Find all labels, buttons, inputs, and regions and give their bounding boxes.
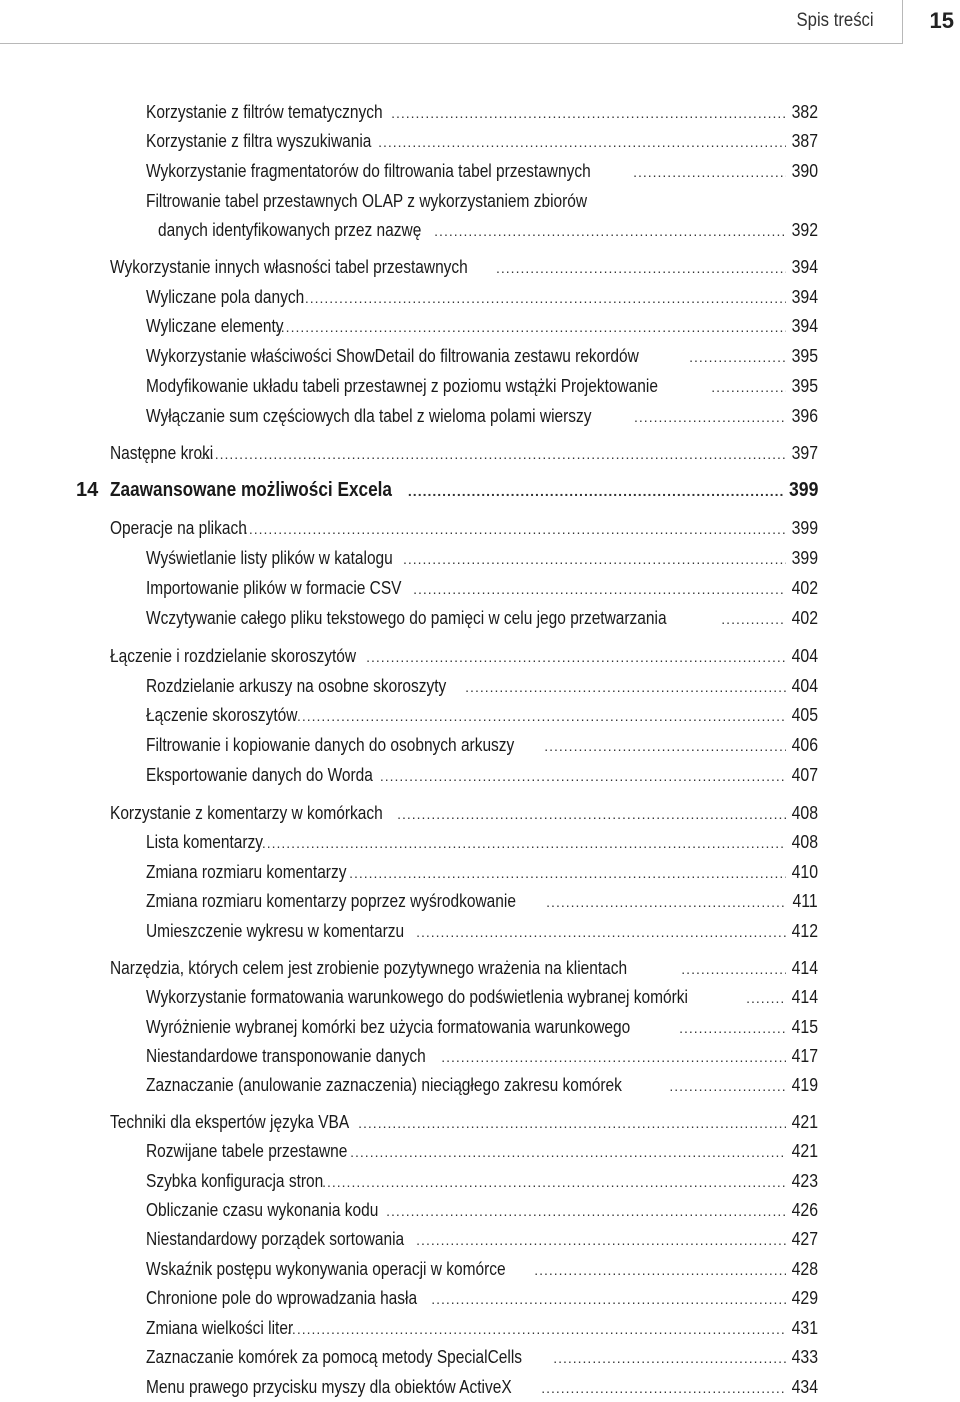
toc-entry-title: Menu prawego przycisku myszy dla obiektów ActiveX xyxy=(146,1377,512,1397)
dot-leader xyxy=(391,102,786,124)
toc-entry-title: Zaznaczanie komórek za pomocą metody SpecialCells xyxy=(146,1347,522,1367)
toc-entry-title: Łączenie i rozdzielanie skoroszytów xyxy=(110,646,357,666)
toc-entry-page: 411 xyxy=(792,891,818,911)
toc-entry[interactable] xyxy=(110,442,818,465)
toc-entry-title: Wyliczane pola danych xyxy=(146,287,305,307)
toc-entry-title: Rozwijane tabele przestawne xyxy=(146,1141,348,1161)
dot-leader xyxy=(496,257,786,279)
toc-entry[interactable] xyxy=(110,517,818,540)
toc-entry-page: 408 xyxy=(791,803,818,823)
toc-entry-page: 419 xyxy=(791,1075,818,1095)
toc-entry[interactable] xyxy=(146,286,818,309)
toc-entry[interactable] xyxy=(146,1317,818,1340)
dot-leader xyxy=(276,316,786,338)
toc-entry-page: 394 xyxy=(791,316,818,336)
dot-leader xyxy=(366,646,786,668)
toc-entry[interactable] xyxy=(146,764,818,787)
dot-leader xyxy=(350,1141,786,1163)
toc-entry-title: Zmiana wielkości liter xyxy=(146,1318,294,1338)
dot-leader xyxy=(721,608,786,630)
toc-entry[interactable] xyxy=(146,1074,818,1097)
toc-entry[interactable] xyxy=(146,577,818,600)
toc-entry-title: Zmiana rozmiaru komentarzy poprzez wyśrodkowanie xyxy=(146,891,516,911)
toc-entry[interactable] xyxy=(146,315,818,338)
dot-leader xyxy=(349,862,786,884)
toc-entry[interactable] xyxy=(146,1228,818,1251)
toc-entry-page: 434 xyxy=(791,1377,818,1397)
toc-entry-title: Umieszczenie wykresu w komentarzu xyxy=(146,921,405,941)
toc-entry[interactable] xyxy=(146,986,818,1009)
toc-entry-title: Chronione pole do wprowadzania hasła xyxy=(146,1288,418,1308)
dot-leader xyxy=(711,376,786,398)
toc-entry-page: 410 xyxy=(791,862,818,882)
dot-leader xyxy=(546,891,787,913)
dot-leader xyxy=(465,676,786,698)
toc-entry-page: 407 xyxy=(791,765,818,785)
toc-entry[interactable] xyxy=(146,405,818,428)
toc-entry-title: Eksportowanie danych do Worda xyxy=(146,765,373,785)
toc-entry-page: 406 xyxy=(791,735,818,755)
dot-leader xyxy=(292,705,786,727)
toc-entry-page: 394 xyxy=(791,287,818,307)
toc-entry-page: 423 xyxy=(791,1171,818,1191)
toc-entry-title: Lista komentarzy xyxy=(146,832,264,852)
dot-leader xyxy=(287,1318,786,1340)
dot-leader xyxy=(634,406,786,428)
toc-entry[interactable] xyxy=(146,920,818,943)
dot-leader xyxy=(322,1171,786,1193)
dot-leader xyxy=(431,1288,786,1310)
toc-entry-title: Szybka konfiguracja stron xyxy=(146,1171,324,1191)
toc-entry-title: Zaznaczanie (anulowanie zaznaczenia) nieciągłego zakresu komórek xyxy=(146,1075,622,1095)
chapter-page: 399 xyxy=(788,479,818,501)
toc-entry-title: Wykorzystanie fragmentatorów do filtrowania tabel przestawnych xyxy=(146,161,591,181)
toc-entry-title: Filtrowanie tabel przestawnych OLAP z wykorzystaniem zbiorów xyxy=(146,191,588,211)
toc-entry-title: Korzystanie z komentarzy w komórkach xyxy=(110,803,383,823)
toc-entry[interactable] xyxy=(146,1016,818,1039)
toc-entry-page: 395 xyxy=(791,376,818,396)
toc-entry[interactable] xyxy=(110,802,818,825)
dot-leader xyxy=(534,1259,786,1281)
toc-entry-page: 402 xyxy=(791,608,818,628)
toc-entry[interactable] xyxy=(146,1045,818,1068)
toc-entry-page: 405 xyxy=(791,705,818,725)
page-number: 15 xyxy=(929,8,954,33)
dot-leader xyxy=(416,1229,786,1251)
toc-entry-title: Techniki dla ekspertów języka VBA xyxy=(110,1112,350,1132)
toc-entry-page: 427 xyxy=(791,1229,818,1249)
toc-entry-page: 404 xyxy=(791,676,818,696)
dot-leader xyxy=(358,1112,786,1134)
chapter-heading[interactable] xyxy=(110,478,818,503)
toc-entry-title: Wykorzystanie właściwości ShowDetail do filtrowania zestawu rekordów xyxy=(146,346,639,366)
toc-entry-page: 415 xyxy=(791,1017,818,1037)
toc-entry-title: Wykorzystanie formatowania warunkowego do podświetlenia wybranej komórki xyxy=(146,987,688,1007)
toc-entry-title: Importowanie plików w formacie CSV xyxy=(146,578,402,598)
toc-entry[interactable] xyxy=(146,1170,818,1193)
toc-entry[interactable] xyxy=(146,734,818,757)
toc-entry-page: 429 xyxy=(791,1288,818,1308)
toc-entry-title: danych identyfikowanych przez nazwę xyxy=(158,220,422,240)
toc-entry[interactable] xyxy=(146,1346,818,1369)
toc-entry-page: 412 xyxy=(791,921,818,941)
toc-entry[interactable] xyxy=(146,375,818,398)
dot-leader xyxy=(413,578,786,600)
toc-entry[interactable] xyxy=(146,101,818,124)
toc-entry-title: Filtrowanie i kopiowanie danych do osobnych arkuszy xyxy=(146,735,515,755)
toc-entry-page: 426 xyxy=(791,1200,818,1220)
toc-entry[interactable] xyxy=(158,219,818,242)
toc-entry-page: 392 xyxy=(791,220,818,240)
dot-leader xyxy=(252,832,786,854)
toc-entry-page: 421 xyxy=(791,1141,818,1161)
toc-entry[interactable] xyxy=(110,957,818,980)
dot-leader xyxy=(553,1347,786,1369)
chapter-title: Zaawansowane możliwości Excela xyxy=(110,479,393,501)
toc-entry[interactable] xyxy=(146,130,818,153)
toc-entry-title: Wyświetlanie listy plików w katalogu xyxy=(146,548,393,568)
dot-leader xyxy=(669,1075,786,1097)
toc-entry-page: 433 xyxy=(791,1347,818,1367)
dot-leader xyxy=(408,479,783,503)
toc-entry-page: 402 xyxy=(791,578,818,598)
dot-leader xyxy=(689,346,786,368)
dot-leader xyxy=(681,958,786,980)
toc-entry-page: 399 xyxy=(791,518,818,538)
toc-entry[interactable] xyxy=(146,607,818,630)
toc-entry-page: 408 xyxy=(791,832,818,852)
toc-entry-title: Wyróżnienie wybranej komórki bez użycia formatowania warunkowego xyxy=(146,1017,631,1037)
toc-entry-title: Obliczanie czasu wykonania kodu xyxy=(146,1200,379,1220)
dot-leader xyxy=(397,803,786,825)
toc-entry-title: Wyliczane elementy xyxy=(146,316,284,336)
toc-entry[interactable] xyxy=(146,1376,818,1399)
dot-leader xyxy=(300,287,786,309)
toc-entry[interactable] xyxy=(146,547,818,570)
toc-entry-title: Wskaźnik postępu wykonywania operacji w komórce xyxy=(146,1259,506,1279)
section-title: Spis treści xyxy=(796,10,874,31)
toc-entry-title: Narzędzia, których celem jest zrobienie pozytywnego wrażenia na klientach xyxy=(110,958,628,978)
toc-entry-page: 395 xyxy=(791,346,818,366)
toc-entry-page: 414 xyxy=(791,958,818,978)
toc-entry-page: 421 xyxy=(791,1112,818,1132)
dot-leader xyxy=(434,220,786,242)
toc-entry-page: 387 xyxy=(791,131,818,151)
toc-entry[interactable] xyxy=(110,1111,818,1134)
toc-entry-page: 397 xyxy=(791,443,818,463)
dot-leader xyxy=(378,131,786,153)
toc-entry[interactable] xyxy=(146,1199,818,1222)
dot-leader xyxy=(679,1017,786,1039)
toc-entry-title: Wyłączanie sum częściowych dla tabel z wieloma polami wierszy xyxy=(146,406,592,426)
toc-entry-title: Łączenie skoroszytów xyxy=(146,705,298,725)
dot-leader xyxy=(200,443,786,465)
toc-entry-page: 414 xyxy=(791,987,818,1007)
dot-leader xyxy=(403,548,786,570)
toc-entry-title: Wykorzystanie innych własności tabel przestawnych xyxy=(110,257,468,277)
dot-leader xyxy=(239,518,786,540)
toc-entry-title: Korzystanie z filtra wyszukiwania xyxy=(146,131,372,151)
toc-entry[interactable] xyxy=(146,704,818,727)
chapter-number: 14 xyxy=(76,479,99,501)
toc-entry-title: Rozdzielanie arkuszy na osobne skoroszyty xyxy=(146,676,447,696)
toc-entry-page: 382 xyxy=(791,102,818,122)
toc-entry-title: Niestandardowe transponowanie danych xyxy=(146,1046,426,1066)
toc-entry-page: 417 xyxy=(791,1046,818,1066)
toc-entry-title: Następne kroki xyxy=(110,443,214,463)
dot-leader xyxy=(633,161,786,183)
toc-entry[interactable] xyxy=(146,675,818,698)
toc-entry[interactable] xyxy=(146,345,818,368)
toc-entry-title: Korzystanie z filtrów tematycznych xyxy=(146,102,383,122)
toc-entry-page: 396 xyxy=(791,406,818,426)
toc-entry[interactable] xyxy=(146,890,818,913)
toc-entry[interactable] xyxy=(146,1140,818,1163)
toc-entry[interactable] xyxy=(146,861,818,884)
dot-leader xyxy=(380,765,786,787)
toc-entry[interactable] xyxy=(146,831,818,854)
dot-leader xyxy=(544,735,786,757)
toc-entry-page: 390 xyxy=(791,161,818,181)
toc-entry-title: Niestandardowy porządek sortowania xyxy=(146,1229,405,1249)
dot-leader xyxy=(746,987,786,1009)
toc-entry-title: Modyfikowanie układu tabeli przestawnej z poziomu wstążki Projektowanie xyxy=(146,376,658,396)
dot-leader xyxy=(541,1377,786,1399)
dot-leader xyxy=(416,921,786,943)
toc-entry[interactable] xyxy=(146,160,818,183)
toc-entry[interactable] xyxy=(110,256,818,279)
toc-entry[interactable] xyxy=(110,645,818,668)
toc-entry[interactable] xyxy=(146,190,818,212)
dot-leader xyxy=(386,1200,786,1222)
toc-entry-page: 404 xyxy=(791,646,818,666)
toc-entry-page: 431 xyxy=(791,1318,818,1338)
toc-entry-title: Wczytywanie całego pliku tekstowego do pamięci w celu jego przetwarzania xyxy=(146,608,667,628)
toc-entry-title: Zmiana rozmiaru komentarzy xyxy=(146,862,347,882)
toc-entry-page: 394 xyxy=(791,257,818,277)
toc-entry[interactable] xyxy=(146,1258,818,1281)
toc-entry-title: Operacje na plikach xyxy=(110,518,247,538)
dot-leader xyxy=(441,1046,786,1068)
toc-entry-page: 428 xyxy=(791,1259,818,1279)
toc-entry[interactable] xyxy=(146,1287,818,1310)
toc-entry-page: 399 xyxy=(791,548,818,568)
